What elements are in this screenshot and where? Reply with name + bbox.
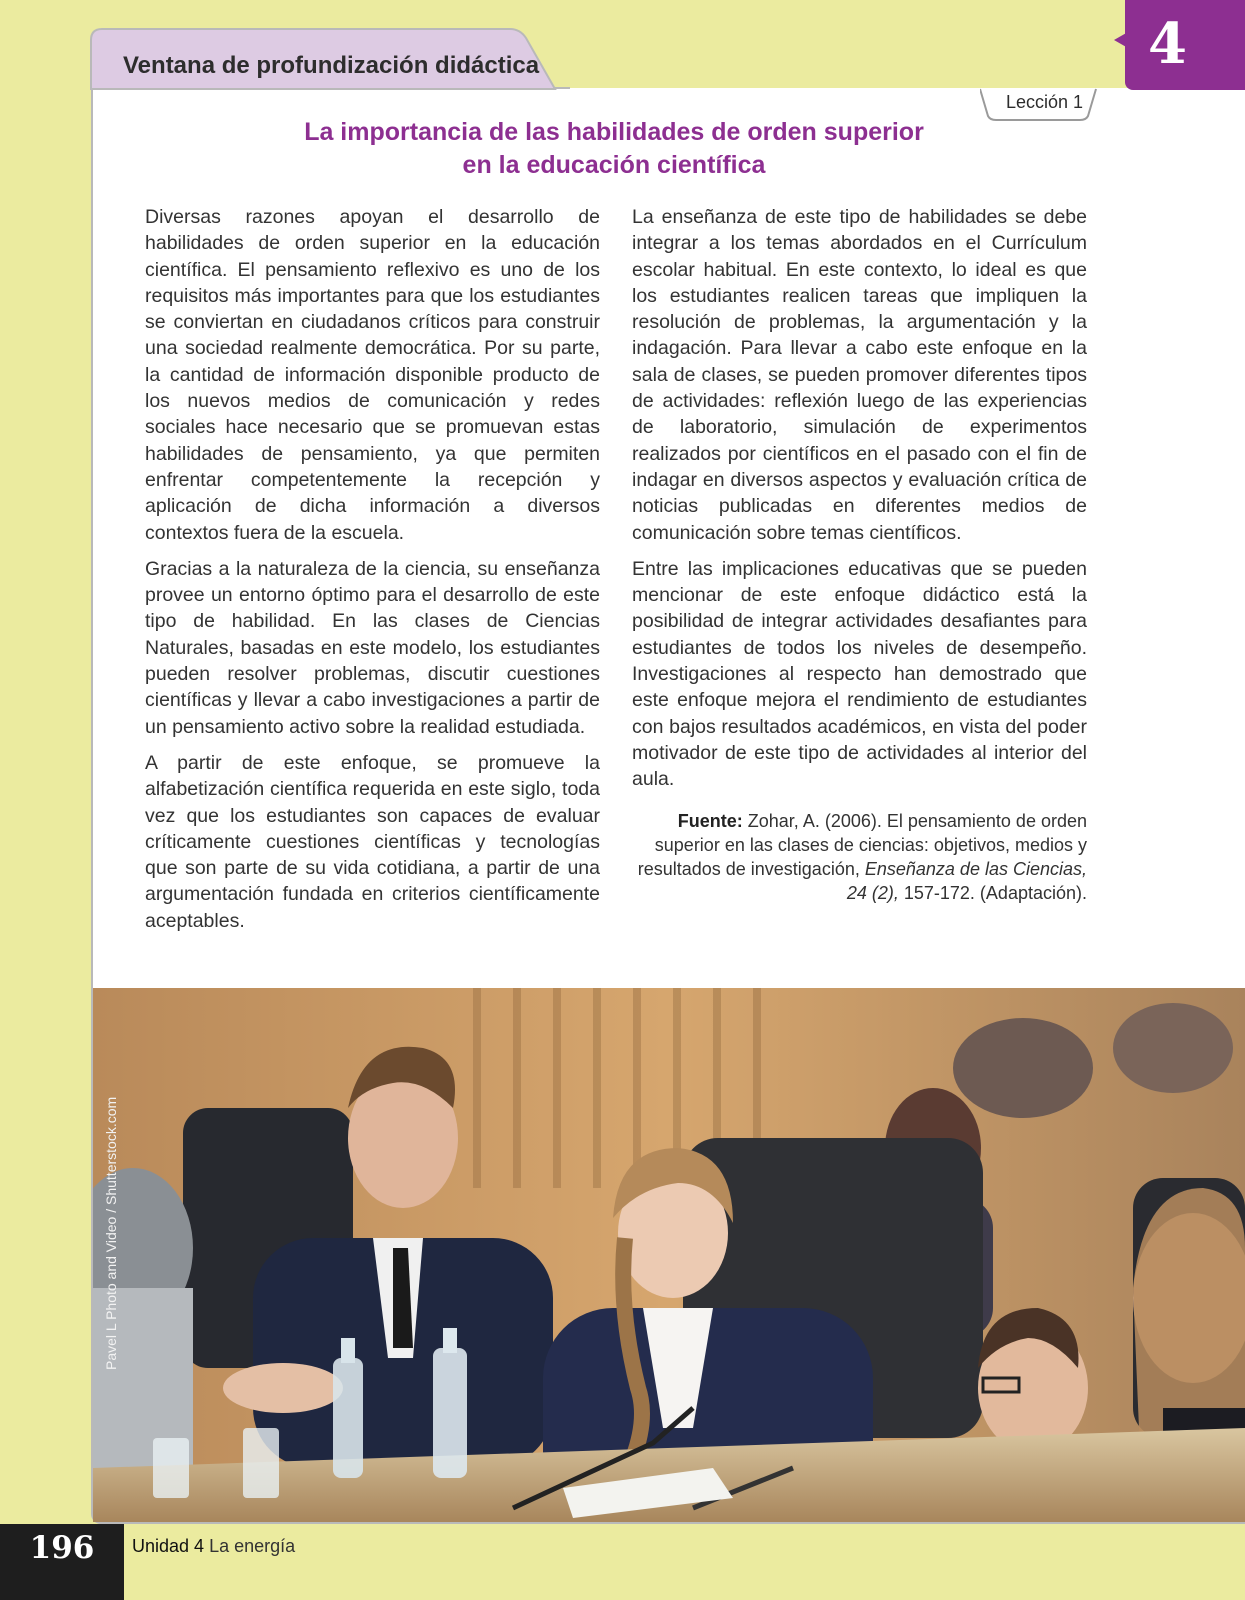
paragraph: Gracias a la naturaleza de la ciencia, su enseñanza provee un entorno óptimo para el desarrollo de este tipo de habilidad. En las clases de Ciencias Naturales, basadas en este modelo, los estudiantes pueden resolver problemas, discutir cuestiones científicas y llevar a cabo investigaciones a partir de un pensamiento activo sobre la realidad estudiada. xyxy=(145,557,600,738)
source-journal: Enseñanza de las Ciencias, 24 (2), xyxy=(846,859,1087,904)
right-column xyxy=(632,204,1087,906)
article-title xyxy=(140,116,1088,182)
photo-credit: Pavel L Photo and Video / Shutterstock.com xyxy=(103,1096,119,1370)
left-column xyxy=(145,204,600,944)
source-label: Fuente: xyxy=(677,810,743,831)
lesson-label: Lección 1 xyxy=(1006,92,1084,112)
article-title-line-2: en la educación científica xyxy=(462,151,766,179)
source-citation xyxy=(632,809,1087,906)
source-text: Zohar, A. (2006). El pensamiento de orden superior en las clases de ciencias: objetivos, medios y resultados de investigación, xyxy=(637,810,1087,880)
paragraph: La enseñanza de este tipo de habilidades se debe integrar a los temas abordados en el Currículum escolar habitual. En este contexto, lo ideal es que los estudiantes realicen tareas que impliquen la resolución de problemas, la argumentación y la indagación. Para llevar a cabo este enfoque en la sala de clases, se pueden promover diferentes tipos de actividades: reflexión luego de las experiencias de laboratorio, simulación de experimentos realizados por científicos en el pasado con el fin de indagar en diversos aspectos y evaluación crítica de noticias publicadas en diferentes medios de comunicación sobre temas científicos. xyxy=(632,206,1087,544)
article-title-line-1: La importancia de las habilidades de orden superior xyxy=(304,118,924,146)
classroom-photo xyxy=(93,988,1245,1522)
paragraph: A partir de este enfoque, se promueve la alfabetización científica requerida en este siglo, toda vez que los estudiantes son capaces de evaluar críticamente cuestiones científicas y tecnologías que son parte de su vida cotidiana, a partir de una argumentación fundada en criterios científicamente aceptables. xyxy=(145,751,600,932)
footer-unit-name: La energía xyxy=(209,1536,296,1556)
source-pages: 157-172. (Adaptación). xyxy=(903,883,1087,904)
paragraph: Diversas razones apoyan el desarrollo de habilidades de orden superior en la educación científica. El pensamiento reflexivo es uno de los requisitos más importantes para que los estudiantes se conviertan en ciudadanos críticos para construir una sociedad realmente democrática. Por su parte, la cantidad de información disponible producto de los nuevos medios de comunicación y redes sociales hace necesario que se promuevan estas habilidades de pensamiento, ya que permiten enfrentar competentemente la recepción y aplicación de dicha información a diversos contextos fuera de la escuela. xyxy=(145,206,600,544)
unit-badge-notch xyxy=(1114,32,1128,48)
footer-unit xyxy=(132,1536,295,1557)
classroom-photo-illustration xyxy=(93,988,1245,1522)
paragraph: Entre las implicaciones educativas que se pueden mencionar de este enfoque didáctico está la posibilidad de integrar actividades desafiantes para estudiantes de todos los niveles de desempeño. Investigaciones al respecto han demostrado que este enfoque mejora el rendimiento de estudiantes con bajos resultados académicos, en vista del poder motivador de este tipo de actividades al interior del aula. xyxy=(632,557,1087,791)
footer-unit-label: Unidad 4 xyxy=(132,1536,205,1556)
unit-number: 4 xyxy=(1148,11,1187,77)
page-number: 196 xyxy=(29,1530,95,1566)
section-title: Ventana de profundización didáctica xyxy=(123,52,540,79)
